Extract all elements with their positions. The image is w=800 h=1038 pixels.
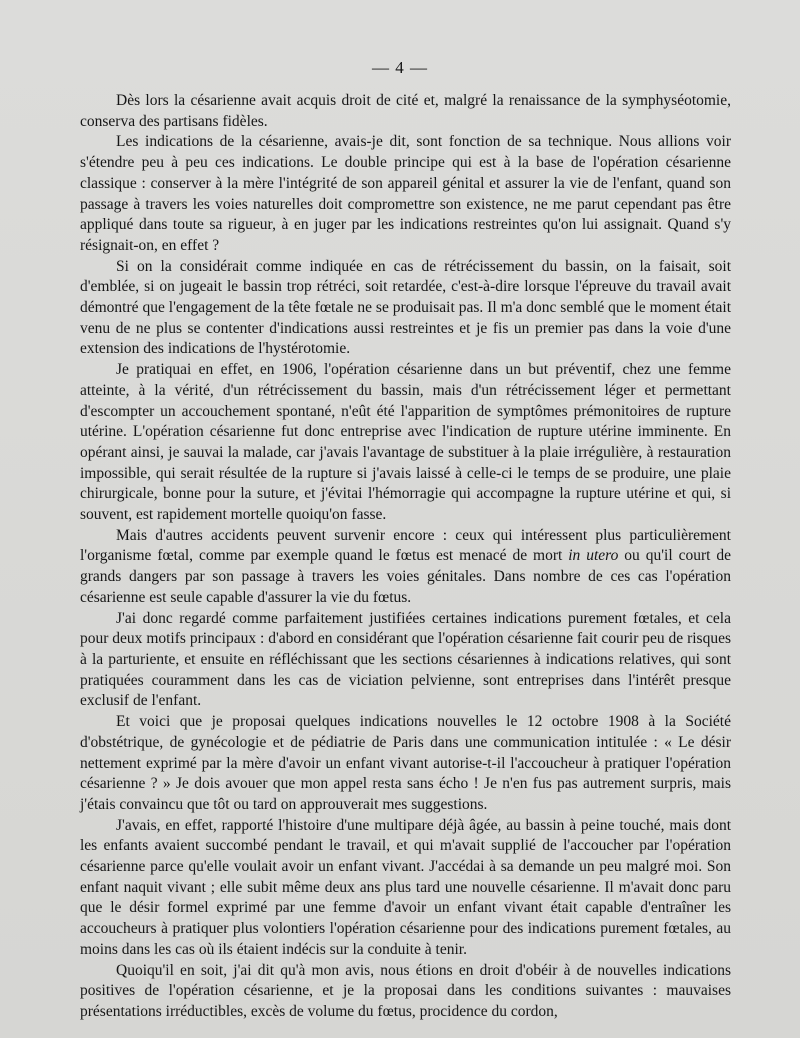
paragraph-2: Les indications de la césarienne, avais-je dit, sont fonction de sa technique. Nous allions voir s'étendre peu à peu ces indications. Le double principe qui est à la base de l'opération césarienne classique : conserver à la mère l'intégrité de son appareil génital et assurer la vie de l'enfant, quand son passage à travers les voies naturelles doit compromettre son existence, ne me parut cependant pas être appliqué dans toute sa rigueur, à en juger par les indications restreintes qu'on lui assignait. Quand s'y résignait-on, en effet ? xyxy=(80,133,731,254)
paragraph-3: Si on la considérait comme indiquée en cas de rétrécissement du bassin, on la faisait, soit d'emblée, si on jugeait le bassin trop rétréci, soit retardée, c'est-à-dire lorsque l'épreuve du travail avait démontré que l'engagement de la tête fœtale ne se produisait pas. Il m'a donc semblé que le moment était venu de ne plus se contenter d'indications aussi restreintes et je fis un premier pas dans la voie d'une extension des indications de l'hystérotomie. xyxy=(80,257,731,358)
page-number: — 4 — xyxy=(372,58,428,77)
paragraph-8: J'avais, en effet, rapporté l'histoire d'une multipare déjà âgée, au bassin à peine touché, mais dont les enfants avaient succombé pendant le travail, et qui m'avait supplié de l'accoucher par l'opération césarienne parce qu'elle voulait avoir un enfant vivant. J'accédai à sa demande un peu malgré moi. Son enfant naquit vivant ; elle subit même deux ans plus tard une nouvelle césarienne. Il m'avait donc paru que le désir formel exprimé par une femme d'avoir un enfant vivant était capable d'entraîner les accoucheurs à pratiquer plus volontiers l'opération césarienne pour des indications purement fœtales, au moins dans les cas où ils étaient indécis sur la conduite à tenir. xyxy=(80,816,731,958)
paragraph-5 xyxy=(80,526,731,609)
italic-phrase: in utero xyxy=(568,547,619,565)
paragraph-5-start: Mais d'autres accidents peuvent survenir encore : ceux qui intéressent plus particulièrement l'organisme fœtal, comme par exemple quand le fœtus est menacé de mort xyxy=(80,526,731,565)
paragraph-1: Dès lors la césarienne avait acquis droit de cité et, malgré la renaissance de la symphyséotomie, conserva des partisans fidèles. xyxy=(80,92,731,130)
body-text xyxy=(80,91,731,1023)
paragraph-9: Quoiqu'il en soit, j'ai dit qu'à mon avis, nous étions en droit d'obéir à de nouvelles indications positives de l'opération césarienne, et je la proposai dans les conditions suivantes : mauvaises présentations irréductibles, excès de volume du fœtus, procidence du cordon, xyxy=(80,961,731,1020)
paragraph-7: Et voici que je proposai quelques indications nouvelles le 12 octobre 1908 à la Société d'obstétrique, de gynécologie et de pédiatrie de Paris dans une communication intitulée : « Le désir nettement exprimé par la mère d'avoir un enfant vivant autorise-t-il l'accoucheur à pratiquer l'opération césarienne ? » Je dois avouer que mon appel resta sans écho ! Je n'en fus pas autrement surpris, mais j'étais convaincu que tôt ou tard on approuverait mes suggestions. xyxy=(80,713,731,813)
paragraph-6: J'ai donc regardé comme parfaitement justifiées certaines indications purement fœtales, et cela pour deux motifs principaux : d'abord en considérant que l'opération césarienne fait courir peu de risques à la parturiente, et ensuite en réfléchissant que les sections césariennes à indications relatives, qui sont pratiquées couramment dans les cas de viciation pelvienne, sont entreprises dans l'intérêt presque exclusif de l'enfant. xyxy=(80,609,731,710)
paragraph-4: Je pratiquai en effet, en 1906, l'opération césarienne dans un but préventif, chez une femme atteinte, à la vérité, d'un rétrécissement du bassin, mais d'un rétrécissement léger et permettant d'escompter un accouchement spontané, n'eût été l'apparition de symptômes prémonitoires de rupture utérine. L'opération césarienne fut donc entreprise avec l'indication de rupture utérine imminente. En opérant ainsi, je sauvai la malade, car j'avais l'avantage de substituer à la plaie irrégulière, à restauration impossible, qui serait résultée de la rupture si j'avais laissé à celle-ci le temps de se produire, une plaie chirurgicale, bonne pour la suture, et j'évitai l'hémorragie qui accompagne la rupture utérine et qui, si souvent, est rapidement mortelle quoiqu'on fasse. xyxy=(80,361,731,524)
paragraph-5-end: ou qu'il court de grands dangers par son passage à travers les voies génitales. Dans nombre de ces cas l'opération césarienne est seule capable d'assurer la vie du fœtus. xyxy=(80,547,731,606)
